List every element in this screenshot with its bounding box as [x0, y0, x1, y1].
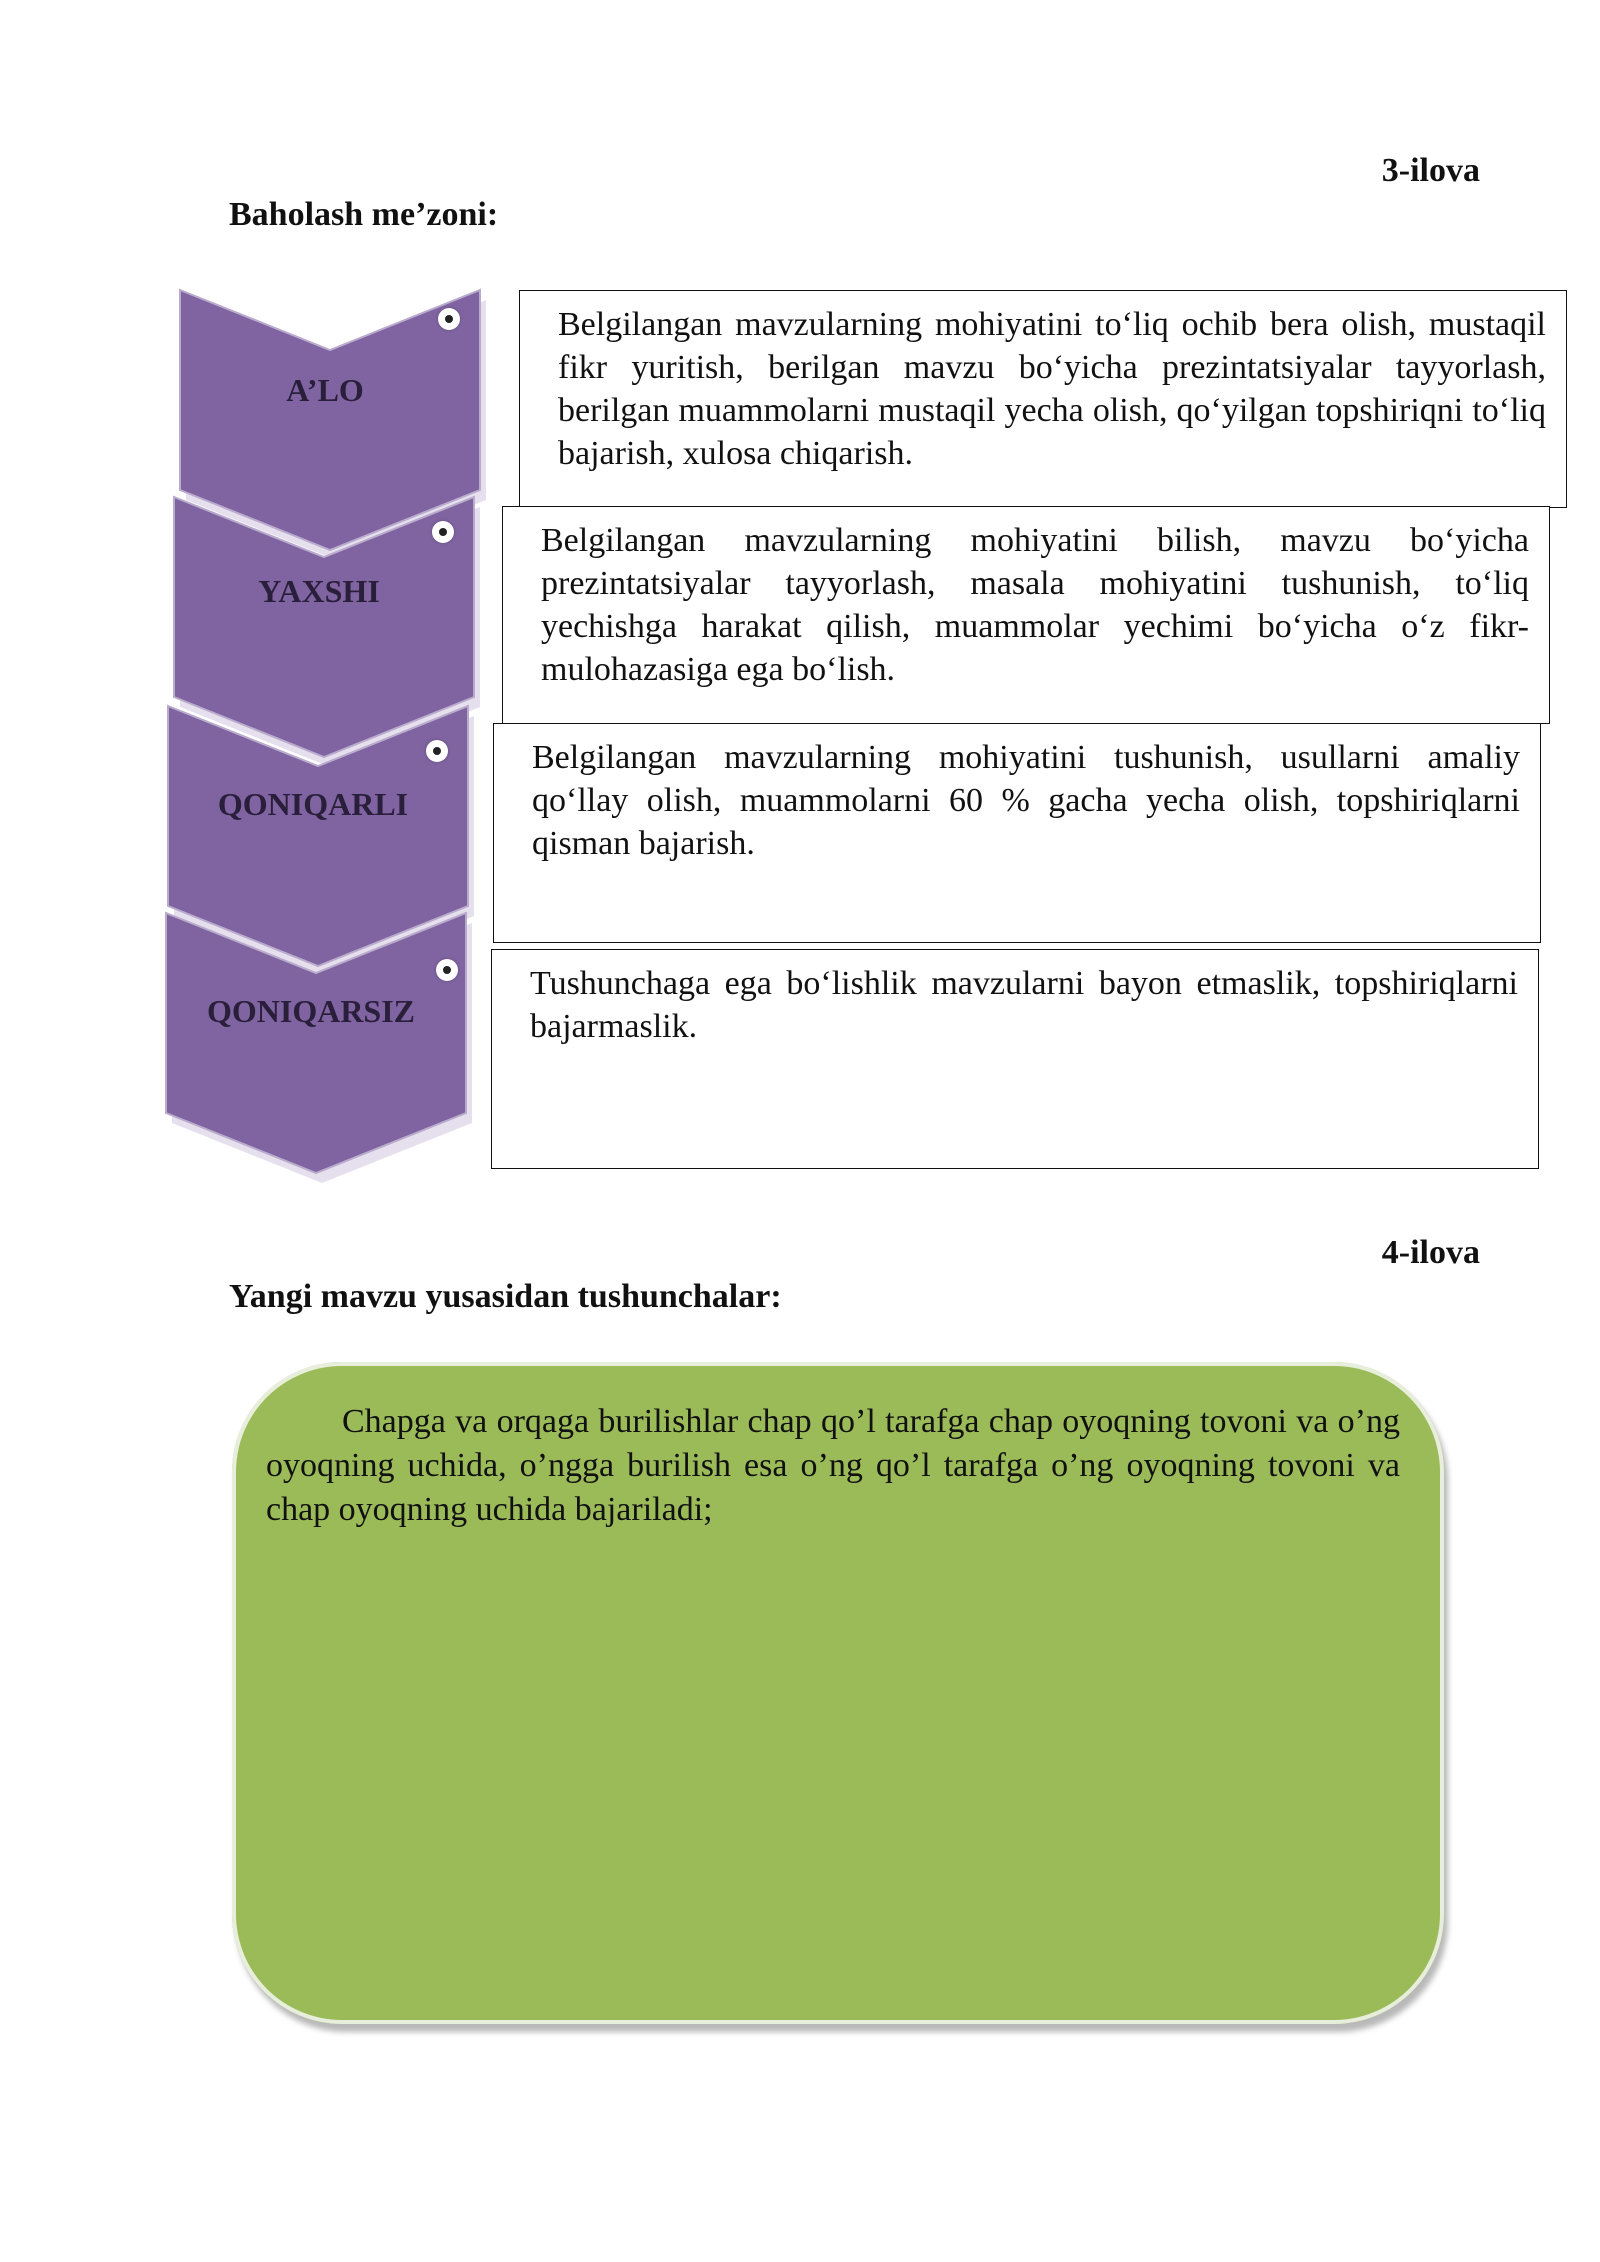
description-box-qoniqarli: Belgilangan mavzularning mohiyatini tushunish, usullarni amaliy qo‘llay olish, muammolarni 60 % gacha yecha olish, topshiriqlarni qisman bajarish. — [493, 723, 1541, 943]
chevron-level-qoniqarsiz — [166, 913, 476, 1173]
concepts-text: Chapga va orqaga burilishlar chap qo’l tarafga chap oyoqning tovoni va o’ng oyoqning uchida, o’ngga burilish esa o’ng qo’l tarafga o’ng oyoqning tovoni va chap oyoqning uchida bajariladi; — [266, 1403, 1400, 1528]
level-label-alo: A’LO — [286, 372, 364, 408]
description-box-qoniqarsiz: Tushunchaga ega bo‘lishlik mavzularni bayon etmaslik, topshiriqlarni bajarmaslik. — [491, 949, 1539, 1169]
description-box-yaxshi: Belgilangan mavzularning mohiyatini bilish, mavzu bo‘yicha prezintatsiyalar tayyorlash, masala mohiyatini tushunish, to‘liq yechishga harakat qilish, muammolar yechimi bo‘yicha o‘z fikr-mulohazasiga ega bo‘lish. — [502, 506, 1550, 724]
annex-label-3: 3-ilova — [1381, 152, 1480, 189]
bullet-icon — [436, 959, 458, 981]
annex-label-4: 4-ilova — [1381, 1234, 1480, 1271]
bullet-icon — [432, 521, 454, 543]
chevron-shape — [166, 913, 476, 1173]
level-label-yaxshi: YAXSHI — [258, 573, 380, 609]
section-heading-new-topic: Yangi mavzu yusasidan tushunchalar: — [229, 1278, 782, 1315]
description-box-alo: Belgilangan mavzularning mohiyatini to‘liq ochib bera olish, mustaqil fikr yuritish, berilgan mavzu bo‘yicha prezintatsiyalar tayyorlash, berilgan muammolarni mustaqil yecha olish, qo‘yilgan topshiriqni to‘liq bajarish, xulosa chiqarish. — [519, 290, 1567, 508]
bullet-icon — [426, 740, 448, 762]
bullet-icon — [438, 308, 460, 330]
level-label-qoniqarsiz: QONIQARSIZ — [206, 993, 416, 1029]
level-label-qoniqarli: QONIQARLI — [217, 786, 409, 822]
concepts-panel — [232, 1362, 1444, 2024]
section-heading-evaluation: Baholash me’zoni: — [229, 196, 499, 233]
